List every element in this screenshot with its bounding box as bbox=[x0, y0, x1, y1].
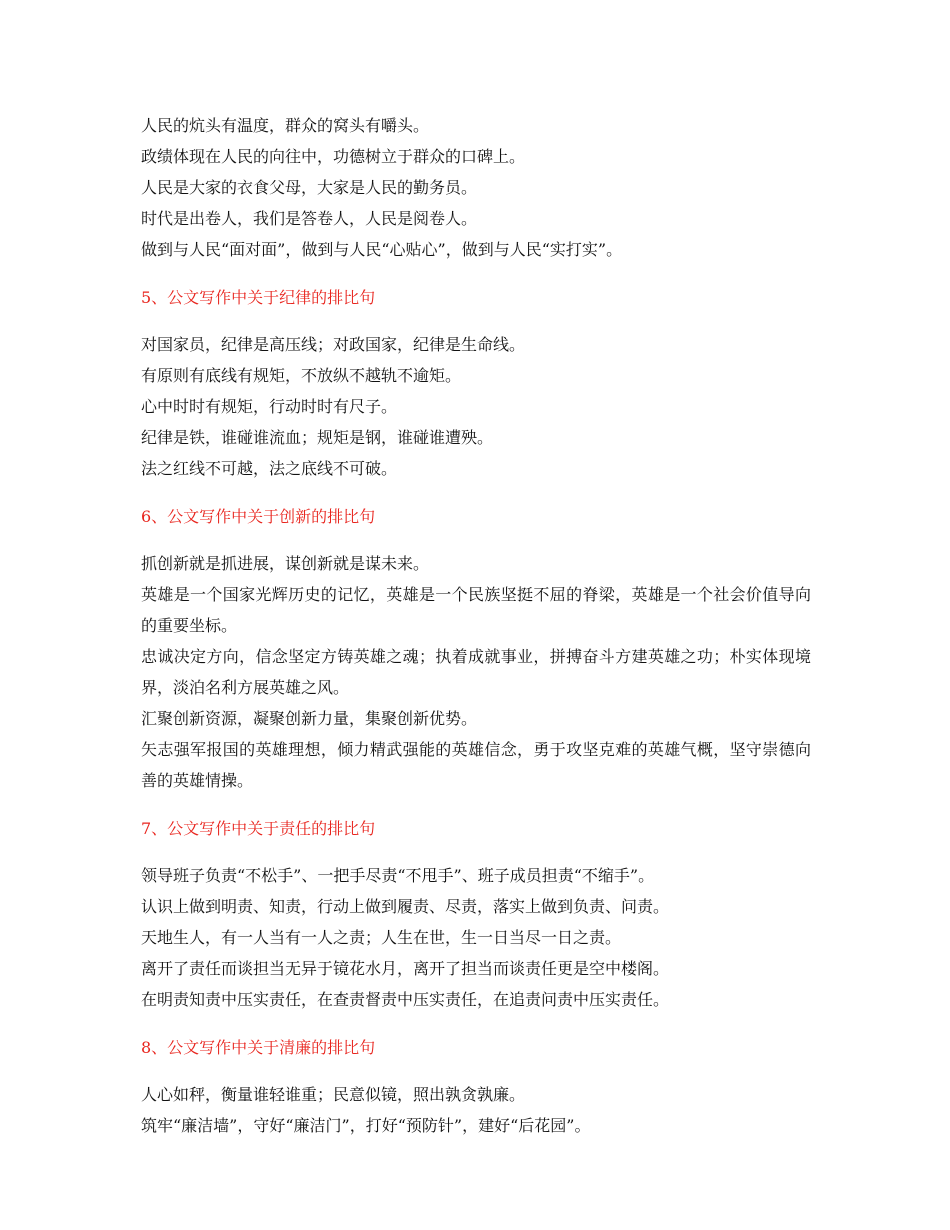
text-line: 人心如秤，衡量谁轻谁重；民意似镜，照出孰贪孰廉。 bbox=[141, 1085, 526, 1104]
text-line: 纪律是铁，谁碰谁流血；规矩是钢，谁碰谁遭殃。 bbox=[141, 428, 494, 447]
text-line: 政绩体现在人民的向往中，功德树立于群众的口碑上。 bbox=[141, 147, 526, 166]
text-line: 法之红线不可越，法之底线不可破。 bbox=[141, 459, 398, 478]
text-line: 对国家员，纪律是高压线；对政国家，纪律是生命线。 bbox=[141, 335, 526, 354]
section-heading-discipline: 5、公文写作中关于纪律的排比句 bbox=[141, 288, 376, 307]
text-line: 汇聚创新资源，凝聚创新力量，集聚创新优势。 bbox=[141, 709, 478, 728]
text-line: 抓创新就是抓进展，谋创新就是谋未来。 bbox=[141, 554, 430, 573]
text-line: 心中时时有规矩，行动时时有尺子。 bbox=[141, 397, 398, 416]
text-line: 天地生人，有一人当有一人之责；人生在世，生一日当尽一日之责。 bbox=[141, 928, 622, 947]
text-line: 做到与人民“面对面”，做到与人民“心贴心”，做到与人民“实打实”。 bbox=[141, 240, 623, 259]
text-line: 离开了责任而谈担当无异于镜花水月，离开了担当而谈责任更是空中楼阁。 bbox=[141, 959, 670, 978]
section-heading-responsibility: 7、公文写作中关于责任的排比句 bbox=[141, 819, 376, 838]
section-body-innovation bbox=[141, 548, 811, 796]
text-paragraph: 矢志强军报国的英雄理想，倾力精武强能的英雄信念，勇于攻坚克难的英雄气概，坚守崇德向善的英雄情操。 bbox=[141, 740, 811, 790]
text-line: 人民是大家的衣食父母，大家是人民的勤务员。 bbox=[141, 178, 478, 197]
text-line: 有原则有底线有规矩，不放纵不越轨不逾矩。 bbox=[141, 366, 462, 385]
text-line: 人民的炕头有温度，群众的窝头有嚼头。 bbox=[141, 116, 430, 135]
section-heading-integrity: 8、公文写作中关于清廉的排比句 bbox=[141, 1038, 376, 1057]
document-body bbox=[141, 110, 811, 1141]
text-line: 认识上做到明责、知责，行动上做到履责、尽责，落实上做到负责、问责。 bbox=[141, 897, 670, 916]
text-paragraph: 英雄是一个国家光辉历史的记忆，英雄是一个民族坚挺不屈的脊梁，英雄是一个社会价值导向的重要坐标。 bbox=[141, 585, 811, 635]
section-heading-innovation: 6、公文写作中关于创新的排比句 bbox=[141, 507, 376, 526]
text-line: 筑牢“廉洁墙”，守好“廉洁门”，打好“预防针”，建好“后花园”。 bbox=[141, 1116, 591, 1135]
text-paragraph: 忠诚决定方向，信念坚定方铸英雄之魂；执着成就事业，拼搏奋斗方建英雄之功；朴实体现境界，淡泊名利方展英雄之风。 bbox=[141, 647, 811, 697]
text-line: 时代是出卷人，我们是答卷人，人民是阅卷人。 bbox=[141, 209, 478, 228]
text-line: 领导班子负责“不松手”、一把手尽责“不甩手”、班子成员担责“不缩手”。 bbox=[141, 866, 655, 885]
section-body-discipline bbox=[141, 329, 811, 484]
section-body-responsibility bbox=[141, 860, 811, 1015]
intro-block bbox=[141, 110, 811, 265]
section-body-integrity bbox=[141, 1079, 811, 1141]
text-line: 在明责知责中压实责任，在查责督责中压实责任，在追责问责中压实责任。 bbox=[141, 990, 670, 1009]
